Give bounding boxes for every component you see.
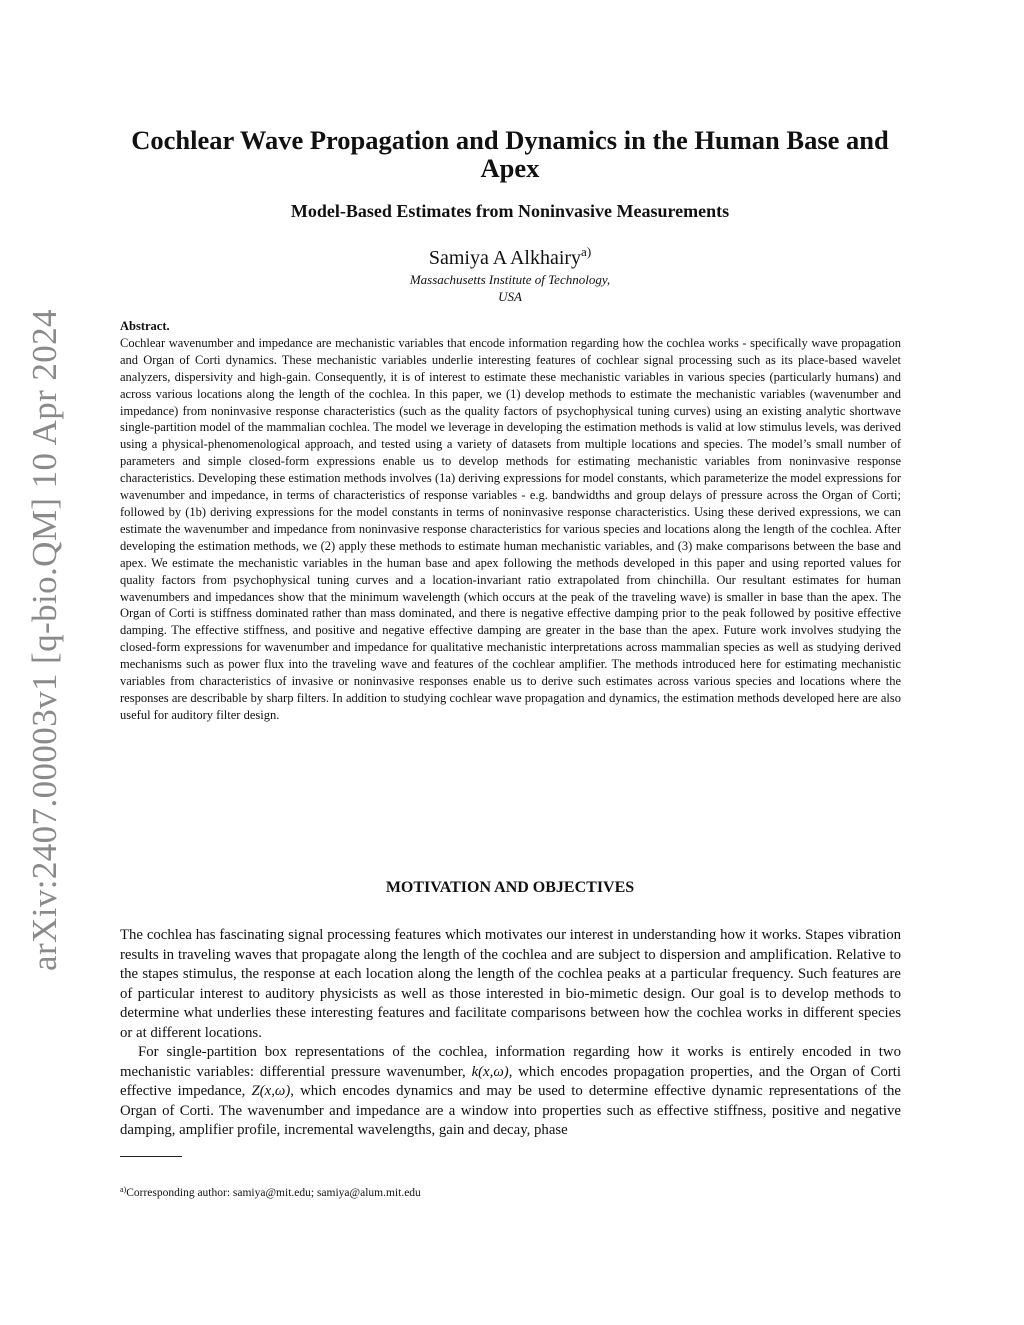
abstract-block xyxy=(120,318,901,724)
abstract-text: Cochlear wavenumber and impedance are mechanistic variables that encode information regarding how the cochlea works - specifically wave propagation and Organ of Corti dynamics. These mechanistic variables underlie interesting features of cochlear signal processing such as its place-based wavelet analyzers, dispersivity and high-gain. Consequently, it is of interest to estimate these mechanistic variables in various species (particularly humans) and across various locations along the length of the cochlea. In this paper, we (1) develop methods to estimate the mechanistic variables (wavenumber and impedance) from noninvasive response characteristics (such as the quality factors of psychophysical tuning curves) using an existing analytic shortwave single-partition model of the mammalian cochlea. The model we leverage in developing the estimation methods is valid at low stimulus levels, was derived using a physical-phenomenological approach, and tested using a variety of datasets from multiple locations and species. The model’s small number of parameters and simple closed-form expressions enable us to develop methods for estimating mechanistic variables from noninvasive response characteristics. Developing these estimation methods involves (1a) deriving expressions for model constants, which parameterize the model expressions for wavenumber and impedance, in terms of characteristics of response variables - e.g. bandwidths and group delays of pressure across the Organ of Corti; followed by (1b) deriving expressions for the model constants in terms of noninvasive response characteristics. Using these derived expressions, we can estimate the wavenumber and impedance from noninvasive response characteristics for various species and locations along the length of the cochlea. After developing the estimation methods, we (2) apply these methods to estimate human mechanistic variables, and (3) make comparisons between the base and apex. We estimate the mechanistic variables in the human base and apex following the methods developed in this paper and using reported values for quality factors from psychophysical tuning curves and a location-invariant ratio extrapolated from chinchilla. Our resultant estimates for human wavenumbers and impedances show that the minimum wavelength (which occurs at the peak of the traveling wave) is smaller in base than the apex. The Organ of Corti is stiffness dominated rather than mass dominated, and there is negative effective damping prior to the peak followed by positive effective damping. The effective stiffness, and positive and negative effective damping are greater in the base than the apex. Future work involves studying the closed-form expressions for wavenumber and impedance for qualitative mechanistic interpretations across mammalian species as well as studying derived mechanisms such as power flux into the traveling wave and features of the cochlear amplifier. The methods introduced here for estimating mechanistic variables from characteristics of invasive or noninvasive responses enable us to derive such estimates across various species and locations where the responses are describable by sharp filters. In addition to studying cochlear wave propagation and dynamics, the estimation methods developed here are also useful for auditory filter design. xyxy=(120,335,901,722)
paper-title: Cochlear Wave Propagation and Dynamics in the Human Base and Apex xyxy=(131,125,889,183)
affiliation-country: USA xyxy=(498,289,522,304)
wavenumber-symbol: k(x,ω) xyxy=(471,1063,509,1080)
paper-subtitle: Model-Based Estimates from Noninvasive Measurements xyxy=(290,201,730,221)
body-paragraph-1: The cochlea has fascinating signal processing features which motivates our interest in understanding how it works. Stapes vibration results in traveling waves that propagate along the length of the cochlea and are subject to dispersion and amplification. Relative to the stapes stimulus, the response at each location along the length of the cochlea peaks at a particular frequency. Such features are of particular interest to auditory physicists as well as those interested in bio-mimetic design. Our goal is to develop methods to determine what underlies these interesting features and facilitate comparisons between how the cochlea works in different species or at different locations. xyxy=(120,927,901,1041)
author-name: Samiya A Alkhairy xyxy=(428,247,582,269)
author-line xyxy=(110,244,910,270)
affiliation-institution: Massachusetts Institute of Technology, xyxy=(409,272,611,287)
paragraph-2-text-b: , which encodes propagation properties, and the Organ of Corti effective impedance, xyxy=(120,1063,901,1099)
paragraph-2-text-c: , which encodes dynamics and may be used to determine effective dynamic representations of the Organ of Corti. The wavenumber and impedance are a window into properties such as effective stiffness, positive and negative damping, amplifier profile, incremental wavelengths, gain and decay, phase xyxy=(120,1083,901,1138)
impedance-symbol: Z(x,ω) xyxy=(251,1083,291,1099)
section-heading: MOTIVATION AND OBJECTIVES xyxy=(385,879,635,896)
footnote-separator xyxy=(120,1156,182,1157)
arxiv-sidebar-stamp xyxy=(0,0,90,1325)
body-paragraph-2 xyxy=(120,1043,901,1141)
footnote-text: Corresponding author: samiya@mit.edu; samiya@alum.mit.edu xyxy=(126,1187,421,1199)
section-body xyxy=(120,926,901,1141)
abstract-label: Abstract. xyxy=(120,319,170,333)
footnote xyxy=(120,1185,421,1199)
author-affiliation xyxy=(110,271,910,305)
footnote-mark: a) xyxy=(120,1185,127,1194)
author-footnote-mark: a) xyxy=(581,244,592,259)
arxiv-identifier: arXiv:2407.00003v1 [q-bio.QM] 10 Apr 2024 xyxy=(25,309,64,971)
paragraph-2-text-a: For single-partition box representations of the cochlea, information regarding how it works is entirely encoded in two mechanistic variables: differential pressure wavenumber, xyxy=(120,1044,901,1080)
